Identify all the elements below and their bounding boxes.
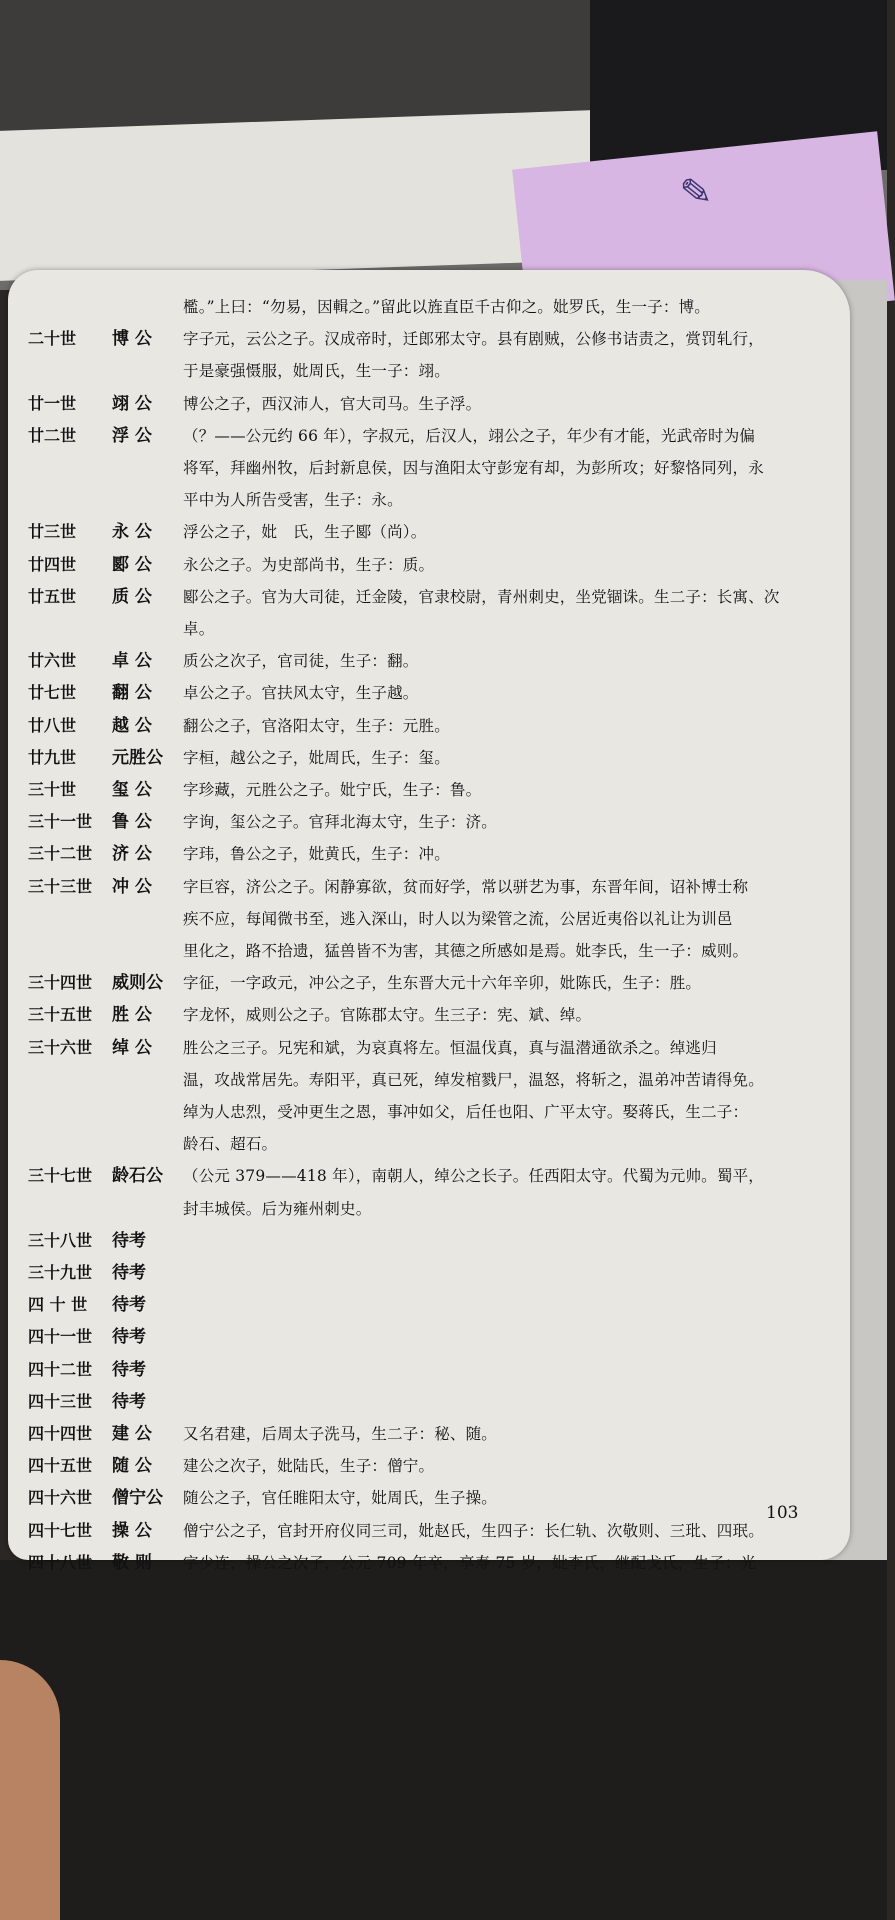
biography-text: 永公之子。为史部尚书，生子：质。 [183,555,435,574]
generation-label: 四十五世 [28,1456,93,1476]
biography-text: 温，攻战常居先。寿阳平，真已死，绰发棺戮尸，温怒，将斩之，温弟冲苦请得免。 [183,1070,764,1089]
generation-label: 二十世 [28,329,77,349]
ancestor-name: 建 公 [112,1424,152,1444]
biography-text: 字少连，操公之次子，公元 709 年卒，享寿 75 岁，妣李氏，继配戈氏，生子：光 [183,1553,757,1572]
ancestor-name: 浮 公 [112,425,152,446]
ancestor-name: 操 公 [112,1520,152,1541]
ancestor-name: 元胜公 [112,747,163,768]
biography-text: 檻。”上曰：“勿易，因輯之。”留此以旌直臣千古仰之。妣罗氏，生一子：博。 [183,298,710,316]
biography-text: 字子元，云公之子。汉成帝时，迁郎邪太守。县有剧贼，公修书诘责之，赏罚轧行， [183,330,764,349]
biography-text: 字玮，鲁公之子，妣黄氏，生子：冲。 [183,845,450,864]
ancestor-name: 济 公 [112,844,152,865]
generation-label: 廿七世 [28,683,77,703]
generation-label: 四十七世 [28,1520,93,1540]
ancestor-name: 翊 公 [112,393,152,414]
generation-label: 三十六世 [28,1037,93,1057]
generation-label: 廿五世 [28,586,77,606]
generation-label: 廿六世 [28,651,77,671]
biography-text: 郾公之子。官为大司徒，迁金陵，官隶校尉，青州刺史，坐党锢诛。生二子：长寓、次 [183,587,780,606]
ancestor-name: 敬 则 [112,1552,152,1573]
biography-text: 僧宁公之子，官封开府仪同三司，妣赵氏，生四子：长仁轨、次敬则、三玭、四珉。 [183,1521,764,1540]
biography-text: 博公之子，西汉沛人，官大司马。生子浮。 [183,394,482,413]
ancestor-name: 博 公 [112,329,152,350]
generation-label: 廿四世 [28,554,77,574]
biography-text: 将军，拜幽州牧，后封新息侯，因与渔阳太守彭宠有却，为彭所攻；好黎恪同列，永 [183,459,764,477]
generation-label: 廿一世 [28,393,77,413]
ancestor-name: 待考 [112,1391,146,1412]
biography-text: 质公之次子，官司徒，生子：翻。 [183,652,419,671]
biography-text: （公元 379——418 年），南朝人，绰公之长子。任西阳太守。代蜀为元帅。蜀平， [183,1167,764,1186]
biography-text: 于是豪强慑服，妣周氏，生一子：翊。 [183,362,450,381]
biography-text: 字征，一字政元，冲公之子，生东晋大元十六年辛卯，妣陈氏，生子：胜。 [183,974,702,993]
background-hand [0,1660,60,1920]
biography-text: 里化之，路不拾遗，猛兽皆不为害，其德之所感如是焉。妣李氏，生一子：威则。 [183,942,749,960]
ancestor-name: 胜 公 [112,1005,152,1026]
biography-text: 字珍藏，元胜公之子。妣宁氏，生子：鲁。 [183,781,482,799]
ancestor-name: 龄石公 [112,1166,163,1187]
ancestor-name: 待考 [112,1295,146,1316]
biography-text: 字龙怀，威则公之子。官陈郡太守。生三子：宪、斌、绰。 [183,1006,592,1025]
generation-label: 三十世 [28,780,77,799]
ancestor-name: 鲁 公 [112,812,152,833]
biography-text: 卓。 [183,620,215,638]
ancestor-name: 僧宁公 [112,1488,163,1509]
generation-label: 三十一世 [28,812,93,832]
generation-label: 廿九世 [28,747,77,767]
generation-label: 三十二世 [28,844,93,864]
biography-text: 建公之次子，妣陆氏，生子：僧宁。 [183,1457,435,1476]
generation-label: 三十三世 [28,876,93,896]
ancestor-name: 威则公 [112,973,163,994]
generation-label: 四十四世 [28,1424,93,1443]
ancestor-name: 待考 [112,1230,146,1251]
ancestor-name: 待考 [112,1327,146,1348]
page-number: 103 [766,1503,799,1523]
ancestor-name: 随 公 [112,1456,152,1477]
generation-label: 三十八世 [28,1230,93,1250]
biography-text: 疾不应，每闻微书至，逃入深山，时人以为梁管之流，公居近夷俗以礼让为训邑 [183,909,733,928]
generation-label: 四十八世 [28,1552,93,1572]
biography-text: 字询，玺公之子。官拜北海太守，生子：济。 [183,813,498,832]
ancestor-name: 待考 [112,1263,146,1283]
ancestor-name: 待考 [112,1359,146,1380]
generation-label: 四 十 世 [28,1295,88,1315]
biography-text: （？——公元约 66 年），字叔元，后汉人，翊公之子，年少有才能，光武帝时为偏 [183,426,756,445]
biography-text: 平中为人所告受害，生子：永。 [183,491,403,510]
ancestor-name: 绰 公 [112,1037,152,1058]
generation-label: 三十七世 [28,1166,93,1186]
biography-text: 翻公之子，官洛阳太守，生子：元胜。 [183,716,450,735]
biography-text: 又名君建，后周太子洗马，生二子：秘、随。 [183,1425,498,1443]
generation-label: 三十四世 [28,973,93,993]
biography-text: 字桓，越公之子，妣周氏，生子：玺。 [183,748,450,767]
biography-text: 胜公之三子。兄宪和斌，为哀真将左。恒温伐真，真与温潜通欲杀之。绰逃归 [183,1038,717,1057]
genealogy-row [8,1544,850,1582]
generation-label: 四十一世 [28,1327,93,1347]
biography-text: 龄石、超石。 [183,1135,278,1154]
ancestor-name: 郾 公 [112,554,152,575]
ancestor-name: 冲 公 [112,876,152,897]
biography-text: 随公之子，官任睢阳太守，妣周氏，生子操。 [183,1489,498,1508]
ancestor-name: 玺 公 [112,780,152,800]
ancestor-name: 翻 公 [112,683,152,704]
ancestor-name: 越 公 [112,715,152,736]
generation-label: 廿八世 [28,715,77,735]
biography-text: 封丰城侯。后为雍州刺史。 [183,1199,372,1218]
biography-text: 卓公之子。官扶风太守，生子越。 [183,684,419,703]
generation-label: 四十六世 [28,1488,93,1508]
background-lap [0,1560,887,1920]
generation-label: 廿三世 [28,522,77,542]
biography-text: 字巨容，济公之子。闲静寡欲，贫而好学，常以骈艺为事，东晋年间，诏补博士称 [183,877,749,896]
generation-label: 四十二世 [28,1359,93,1379]
generation-label: 廿二世 [28,425,77,445]
generation-label: 四十三世 [28,1391,93,1411]
biography-text: 浮公之子，妣 氏，生子郾（尚）。 [183,523,427,542]
ancestor-name: 卓 公 [112,651,152,672]
generation-label: 三十五世 [28,1005,93,1025]
sticky-note-handwriting-icon: ✎ [677,168,715,216]
ancestor-name: 质 公 [112,586,152,607]
book-page [8,270,850,1573]
generation-label: 三十九世 [28,1263,93,1282]
biography-text: 绰为人忠烈，受冲更生之恩，事冲如父，后任也阳、广平太守。娶蒋氏，生二子： [183,1103,749,1121]
ancestor-name: 永 公 [112,522,152,543]
